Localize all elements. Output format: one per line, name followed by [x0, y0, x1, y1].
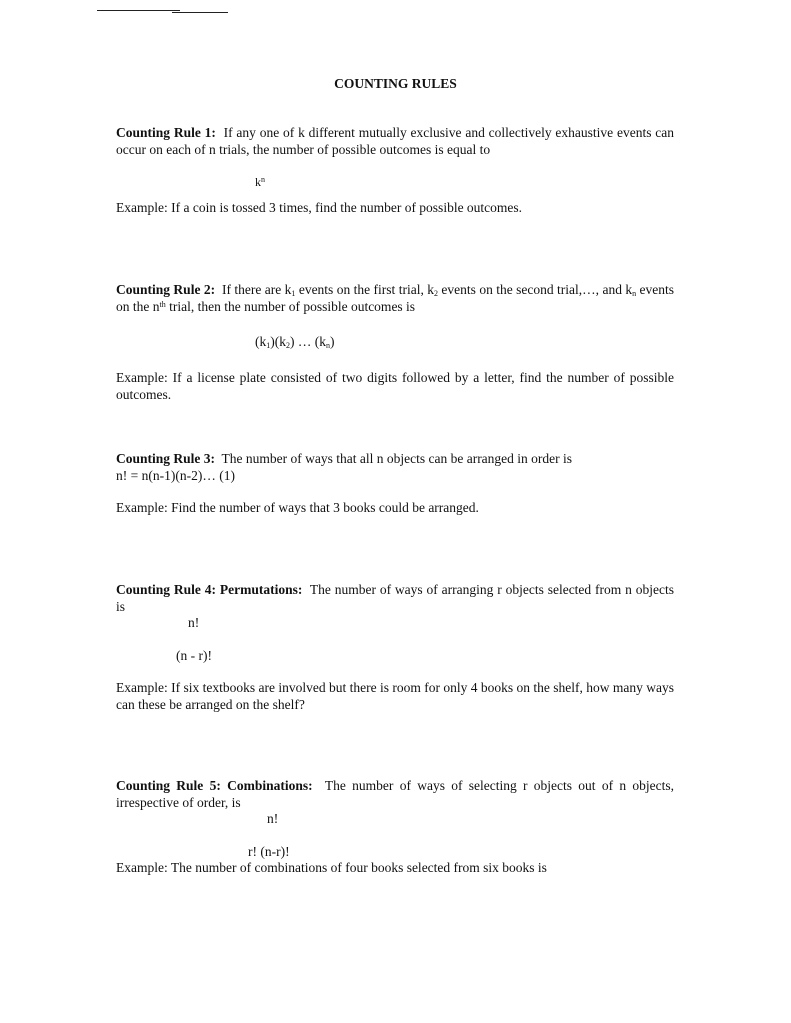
- rule2-sub-3: n: [632, 289, 637, 298]
- rule5-example: Example: The number of combinations of four books selected from six books is: [116, 860, 547, 875]
- rule2-text-1: If there are k: [221, 282, 292, 297]
- page-title: COUNTING RULES: [334, 76, 457, 91]
- rule3-formula: n! = n(n-1)(n-2)… (1): [116, 468, 235, 483]
- header-line-right: [172, 12, 228, 13]
- rule2-formula-sub-2: 2: [286, 341, 290, 350]
- rule4-example: Example: If six textbooks are involved but there is room for only 4 books on the shelf, how many ways can these be arranged on the shelf?: [116, 680, 674, 712]
- rule2-heading: Counting Rule 2:: [116, 282, 216, 297]
- rule2-formula-part-1: (k: [255, 334, 267, 349]
- rule2-example: Example: If a license plate consisted of two digits followed by a letter, find the number of possible outcomes.: [116, 370, 674, 402]
- rule2-sub-2: 2: [434, 289, 438, 298]
- rule1-paragraph: [116, 124, 674, 158]
- rule2-formula: [255, 333, 335, 350]
- rule1-formula: [255, 174, 265, 191]
- rule2-sup-1: th: [159, 300, 166, 309]
- rule2-text-5: trial, then the number of possible outcomes is: [165, 299, 416, 314]
- rule2-formula-sub-1: 1: [266, 341, 271, 350]
- rule4-text: The number of ways of arranging r objects selected from n objects is: [116, 582, 675, 614]
- rule3-heading: Counting Rule 3:: [116, 451, 216, 466]
- rule4-paragraph: [116, 581, 674, 615]
- rule5-heading: Counting Rule 5: Combinations:: [116, 778, 313, 793]
- rule1-heading: Counting Rule 1:: [116, 125, 216, 140]
- rule5-text: The number of ways of selecting r objects out of n objects, irrespective of order, is: [116, 778, 674, 810]
- rule4-numerator: n!: [188, 615, 200, 630]
- header-line-left: [97, 10, 180, 11]
- rule4-denominator: (n - r)!: [176, 648, 212, 663]
- rule2-sub-1: 1: [291, 289, 296, 298]
- rule2-formula-part-3: ) … (k: [290, 334, 326, 349]
- rule2-text-3: events on the second trial,…, and k: [438, 282, 633, 297]
- rule2-paragraph: [116, 281, 674, 315]
- rule2-formula-part-4: ): [330, 334, 335, 349]
- rule2-formula-part-2: )(k: [270, 334, 286, 349]
- rule4-heading: Counting Rule 4: Permutations:: [116, 582, 303, 597]
- rule3-text: The number of ways that all n objects can be arranged in order is: [221, 451, 573, 466]
- rule1-formula-base: k: [255, 175, 261, 189]
- rule1-example: Example: If a coin is tossed 3 times, find the number of possible outcomes.: [116, 200, 523, 215]
- rule1-formula-exp: n: [261, 175, 265, 184]
- rule5-paragraph: [116, 777, 674, 811]
- rule3-paragraph: [116, 450, 674, 467]
- rule2-formula-sub-3: n: [326, 341, 330, 350]
- rule3-example: Example: Find the number of ways that 3 books could be arranged.: [116, 500, 479, 515]
- rule5-numerator: n!: [267, 811, 279, 826]
- rule1-text: If any one of k different mutually exclusive and collectively exhaustive events can occur on each of n trials, the number of possible outcomes is equal to: [116, 125, 675, 157]
- rule5-denominator: r! (n-r)!: [248, 844, 290, 859]
- rule2-text-2: events on the first trial, k: [295, 282, 434, 297]
- rule2-text-4: events on the n: [116, 282, 675, 314]
